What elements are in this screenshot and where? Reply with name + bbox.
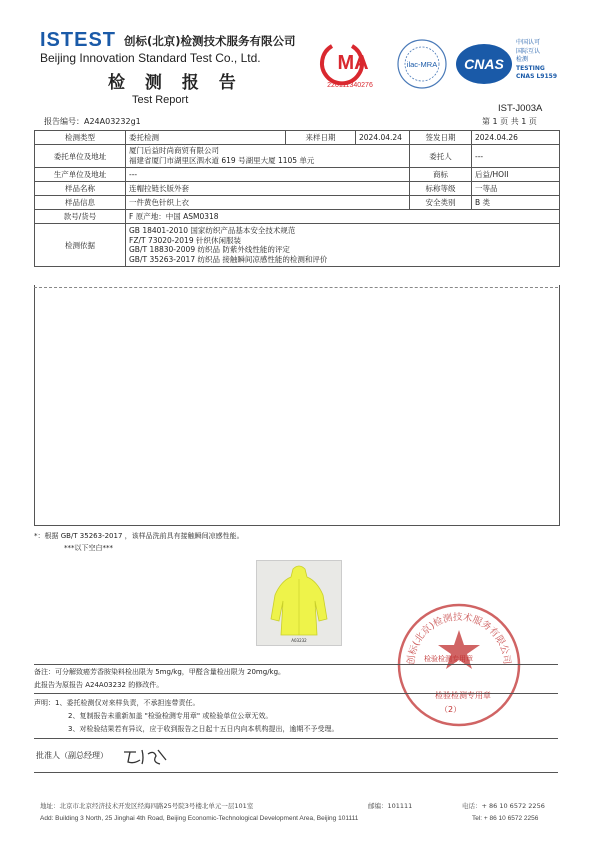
yellow-jacket-image: [257, 561, 341, 645]
cnas-logo-text: CNAS: [464, 56, 504, 72]
seal-ring-text: 创标(北京)检测技术服务有限公司: [405, 611, 513, 666]
cnas-side-text: 中国认可 国际互认 检测 TESTING CNAS L9159: [516, 39, 558, 80]
footer-tel-cn: 电话：+ 86 10 6572 2256: [462, 802, 545, 810]
seal-text: 检验检测专用章: [435, 691, 491, 700]
footer-postcode: 邮编：101111: [368, 802, 413, 810]
document-code: IST-J003A: [498, 103, 543, 114]
istest-logo: ISTEST: [40, 29, 117, 51]
table-row: 委托单位及地址 厦门后益时尚商贸有限公司 福建省厦门市湖里区泗水道 619 号湖里大厦 1105 单元 委托人 ---: [35, 145, 560, 168]
report-title-cn: 检 测 报 告: [108, 73, 243, 93]
table-row: 款号/货号 F 原产地：中国 ASM0318: [35, 210, 560, 224]
statement-line: 2、复制报告未重新加盖 "检验检测专用章" 或检验单位公章无效。: [68, 712, 273, 720]
photo-label: A03232: [291, 638, 307, 643]
approver-label: 批准人（副总经理）: [36, 751, 108, 760]
footer-address-en: Add: Building 3 North, 25 Jinghai 4th Road, Beijing Economic-Technological Development Area, Beijing 101111: [40, 815, 359, 822]
statement-line: 3、对检验结果若有异议，应于收到报告之日起十五日内向本机构提出，逾期不予受理。: [68, 725, 339, 733]
table-row: 样品名称 连帽拉链长版外套 标称等级 一等品: [35, 182, 560, 196]
cma-logo-icon: [318, 38, 382, 90]
seal-text: 检验检测专用章: [424, 655, 473, 663]
table-row: 检测依据 GB 18401-2010 国家纺织产品基本安全技术规范 FZ/T 73020-2019 针织休闲服装 GB/T 18830-2009 纺织品 防紫外线性能的评定 GB/T 35263-2017 纺织品 接触瞬间凉感性能的检测和评价: [35, 224, 560, 267]
report-info-table: [34, 130, 560, 267]
cma-logo-number: 220111340276: [327, 82, 373, 89]
seal-text: （2）: [440, 705, 462, 714]
table-row: 生产单位及地址 --- 商标 后益/HOII: [35, 168, 560, 182]
company-name-en: Beijing Innovation Standard Test Co., Ltd.: [40, 51, 261, 65]
results-area: [34, 285, 560, 526]
table-row: 检测类型 委托检测 来样日期 2024.04.24 签发日期 2024.04.26: [35, 131, 560, 145]
blank-marker: ***以下空白***: [64, 544, 113, 552]
footer-address-cn: 地址：北京市北京经济技术开发区经海四路25号院3号楼北单元一层101室: [40, 802, 254, 810]
sample-photo: [256, 560, 342, 646]
result-note: *：根据 GB/T 35263-2017 ，该样品洗前具有接触瞬间凉感性能。: [34, 532, 244, 540]
report-title-en: Test Report: [132, 94, 189, 106]
cma-logo-text: MA: [337, 52, 369, 74]
table-row: 样品信息 一件黄色针织上衣 安全类别 B 类: [35, 196, 560, 210]
divider: [34, 287, 558, 288]
page-number: 第 1 页 共 1 页: [482, 117, 537, 126]
report-number: 报告编号：A24A03232g1: [44, 117, 141, 126]
statement-line: 声明：1、委托检测仅对来样负责，不承担连带责任。: [34, 699, 200, 707]
remark-line: 此报告为原报告 A24A03232 的修改件。: [34, 681, 164, 689]
footer-tel-en: Tel: + 86 10 6572 2256: [472, 815, 539, 822]
cnas-logo-icon: [454, 40, 514, 88]
signature-icon: [120, 744, 172, 768]
ilac-logo-text: ilac-MRA: [406, 60, 438, 69]
remark-line: 备注：可分解致癌芳香胺染料检出限为 5mg/kg，甲醛含量检出限为 20mg/kg。: [34, 668, 286, 676]
ilac-mra-logo-icon: [396, 38, 448, 90]
approval-section: [34, 738, 558, 773]
company-name-cn: 创标(北京)检测技术服务有限公司: [124, 34, 296, 48]
